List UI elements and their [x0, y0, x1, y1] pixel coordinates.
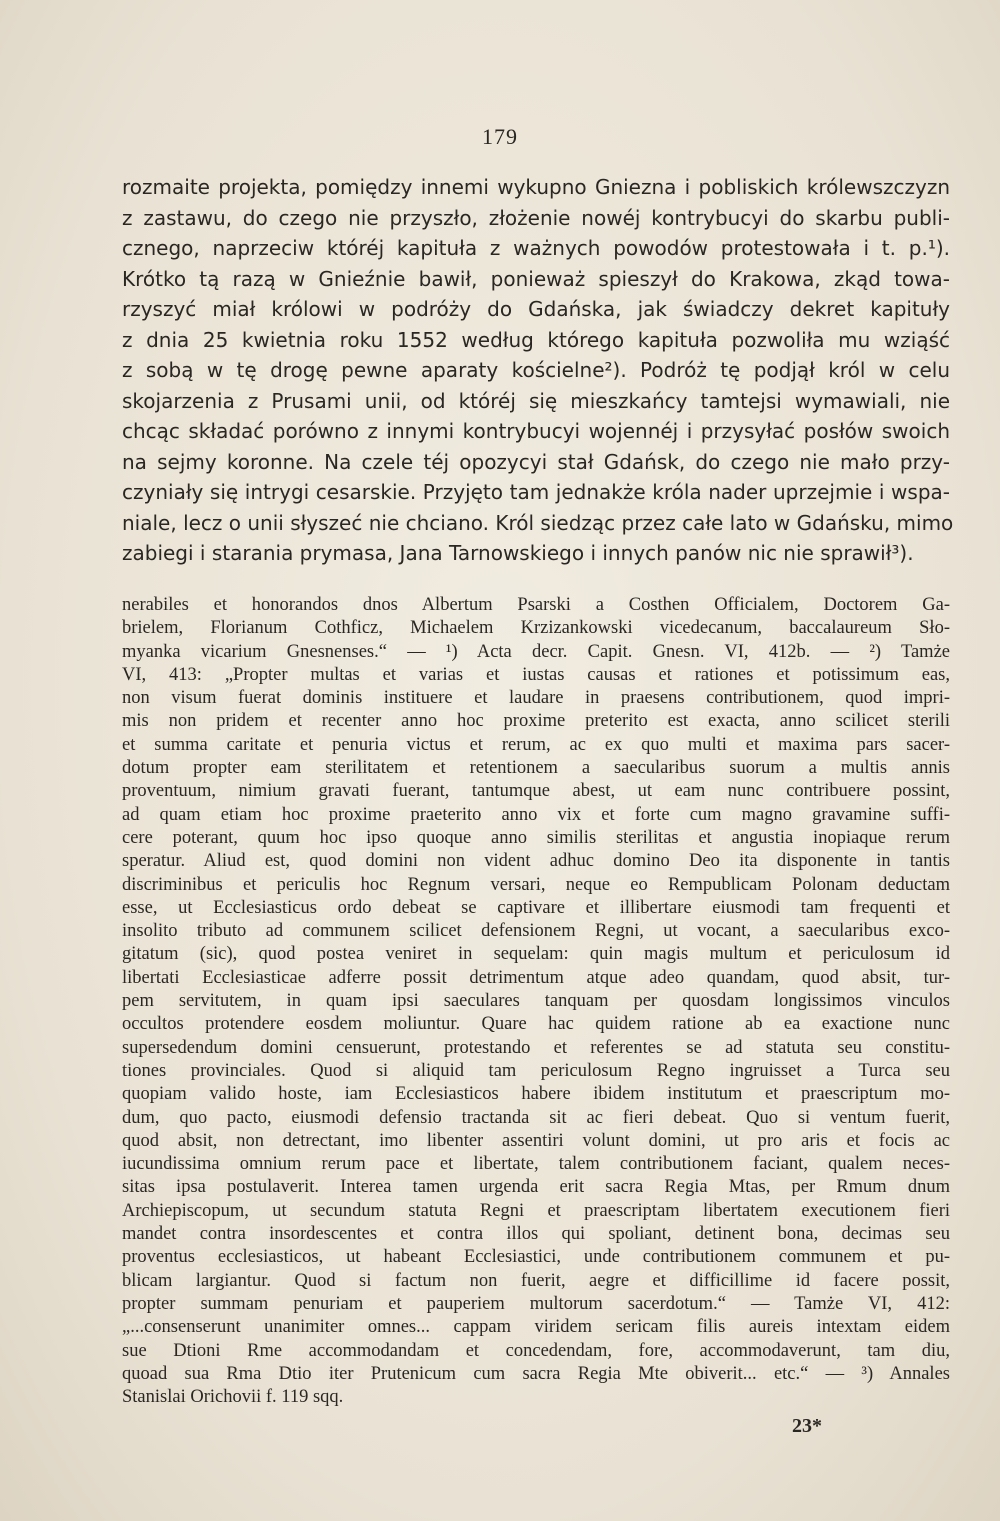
main-text-line: rozmaite projekta, pomiędzy innemi wykupno Gniezna i pobliskich królewszczyzn [122, 175, 950, 199]
main-text-line: cznego, naprzeciw któréj kapituła z ważnych powodów protestowała i t. p.¹). [122, 236, 950, 260]
main-text-line: chcąc składać porówno z innymi kontrybucyi wojennéj i przysyłać posłów swoich [122, 419, 950, 443]
main-text-line: na sejmy koronne. Na czele téj opozycyi stał Gdańsk, do czego nie mało przy- [122, 449, 950, 474]
footnote-line: mis non pridem et recenter anno hoc proxime preterito est exacta, anno scilicet sterili [122, 711, 950, 732]
main-text-line: zabiegi i starania prymasa, Jana Tarnowskiego i innych panów nic nie sprawił³). [122, 541, 914, 565]
main-text-line: z dnia 25 kwietnia roku 1552 według którego kapituła pozwoliła mu wziąść [122, 327, 950, 352]
footnote-line: mandet contra insordescentes et contra illos qui spoliant, detinent bona, decimas seu [122, 1224, 950, 1245]
footnote-line: Archiepiscopum, ut secundum statuta Regni et praescriptam libertatem executionem fieri [122, 1200, 950, 1221]
footnote-line: gitatum (sic), quod postea veniret in sequelam: quin magis multum et periculosum id [122, 944, 950, 965]
footnote-line: quopiam valido hoste, iam Ecclesiasticos habere ibidem institutum et praescriptum mo- [122, 1084, 950, 1105]
footnotes-block [122, 594, 950, 1409]
footnote-line: pem servitutem, in quam ipsi saeculares tanquam per quosdam longissimos vinculos [122, 991, 950, 1012]
main-text-line: z zastawu, do czego nie przyszło, złożenie nowéj kontrybucyi do skarbu publi- [122, 205, 950, 230]
page-number: 179 [482, 124, 518, 149]
footnote-line: dotum propter eam sterilitatem et retentionem a saecularibus suorum a multis annis [122, 758, 950, 779]
main-text-line: Krótko tą razą w Gnieźnie bawił, ponieważ spieszył do Krakowa, zkąd towa- [122, 266, 950, 291]
main-text-line: niale, lecz o unii słyszeć nie chciano. Król siedząc przez całe lato w Gdańsku, mimo [122, 510, 954, 535]
main-text-line: czyniały się intrygi cesarskie. Przyjęto tam jednakże króla nader uprzejmie i wspa- [122, 480, 950, 504]
footnote-line: discriminibus et periculis hoc Regnum versari, neque eo Rempublicam Polonam deductam [122, 874, 950, 895]
footnote-line: blicam largiantur. Quod si factum non fuerit, aegre et difficillime id facere possit, [122, 1270, 950, 1291]
footnote-line: supersedendum domini censuerunt, protestando et referentes se ad statuta seu constitu- [122, 1037, 950, 1058]
footnote-line: iucundissima omnium rerum pace et libertate, talem contributionem faciant, qualem neces- [122, 1154, 950, 1175]
footnote-line: tiones provinciales. Quod si aliquid tam periculosum Regno ingruisset a Turca seu [122, 1060, 950, 1081]
footnote-line: proventus ecclesiasticos, ut habeant Ecclesiastici, unde contributionem communem et pu- [122, 1247, 950, 1268]
footnote-line: dum, quo pacto, eiusmodi defensio tractanda sit ac fieri debeat. Quo si ventum fuerit, [122, 1107, 950, 1128]
footnote-line: „...consenserunt unanimiter omnes... cappam viridem sericam filis aureis intextam eidem [122, 1317, 950, 1338]
footnote-line: Stanislai Orichovii f. 119 sqq. [122, 1387, 344, 1408]
footnote-line: sitas ipsa postulaverit. Interea tamen urgenda erit sacra Regia Mtas, per Rmum dnum [122, 1177, 950, 1198]
main-text-line: rzyszyć miał królowi w podróży do Gdańska, jak świadczy dekret kapituły [122, 297, 950, 321]
printer-signature-mark: 23* [792, 1415, 822, 1437]
footnote-line: speratur. Aliud est, quod domini non vident adhuc domino Deo ita disponente in tantis [122, 851, 950, 872]
footnote-line: quod absit, non detrectant, imo libenter assentiri volunt domini, ut pro aris et focis ac [122, 1130, 950, 1151]
footnote-line: sue Dtioni Rme accommodandam et concedendam, fore, accommodaverunt, tam diu, [122, 1340, 950, 1361]
footnote-line: nerabiles et honorandos dnos Albertum Psarski a Costhen Officialem, Doctorem Ga- [122, 595, 950, 615]
footnote-line: VI, 413: „Propter multas et varias et iustas causas et rationes et potissimum eas, [122, 664, 950, 685]
footnote-line: occultos protendere eosdem moliuntur. Quare hac quidem ratione ab ea exactione nunc [122, 1014, 950, 1035]
footnote-line: ad quam etiam hoc proxime praeterito anno vix et forte cum magno gravamine suffi- [122, 804, 950, 825]
footnote-line: non visum fuerat dominis instituere et laudare in praesens contributionem, quod impri- [122, 688, 950, 709]
footnote-line: propter summam penuriam et pauperiem multorum sacerdotum.“ — Tamże VI, 412: [122, 1293, 950, 1314]
footnote-line: brielem, Florianum Cothficz, Michaelem Krzizankowski vicedecanum, baccalaureum Sło- [122, 618, 950, 639]
footnote-line: quoad sua Rma Dtio iter Prutenicum cum sacra Regia Mte obiverit... etc.“ — ³) Annales [122, 1363, 950, 1384]
footnote-line: et summa caritate et penuria victus et rerum, ac ex quo multi et maxima pars sacer- [122, 734, 950, 755]
main-text-line: z sobą w tę drogę pewne aparaty kościelne²). Podróż tę podjął król w celu [122, 358, 950, 382]
main-text-line: skojarzenia z Prusami unii, od któréj się mieszkańcy tamtejsi wymawiali, nie [122, 388, 950, 413]
footnote-line: cere poterant, quum hoc ipso quoque anno similis sterilitas et angustia inopiaque rerum [122, 827, 950, 848]
footnote-line: libertati Ecclesiasticae adferre possit detrimentum atque adeo quandam, quod absit, tur- [122, 967, 950, 988]
footnote-line: myanka vicarium Gnesnenses.“ — ¹) Acta decr. Capit. Gnesn. VI, 412b. — ²) Tamże [122, 641, 950, 662]
footnote-line: insolito tributo ad communem scilicet defensionem Regni, ut vocant, a saecularibus exco- [122, 921, 950, 942]
footnote-line: esse, ut Ecclesiasticus ordo debeat se captivare et illibertare eiusmodi tam frequenti et [122, 897, 950, 918]
main-text-block [122, 172, 954, 569]
footnote-line: proventuum, nimium gravati fuerant, tantumque abest, ut eam nunc contribuere possint, [122, 781, 950, 802]
